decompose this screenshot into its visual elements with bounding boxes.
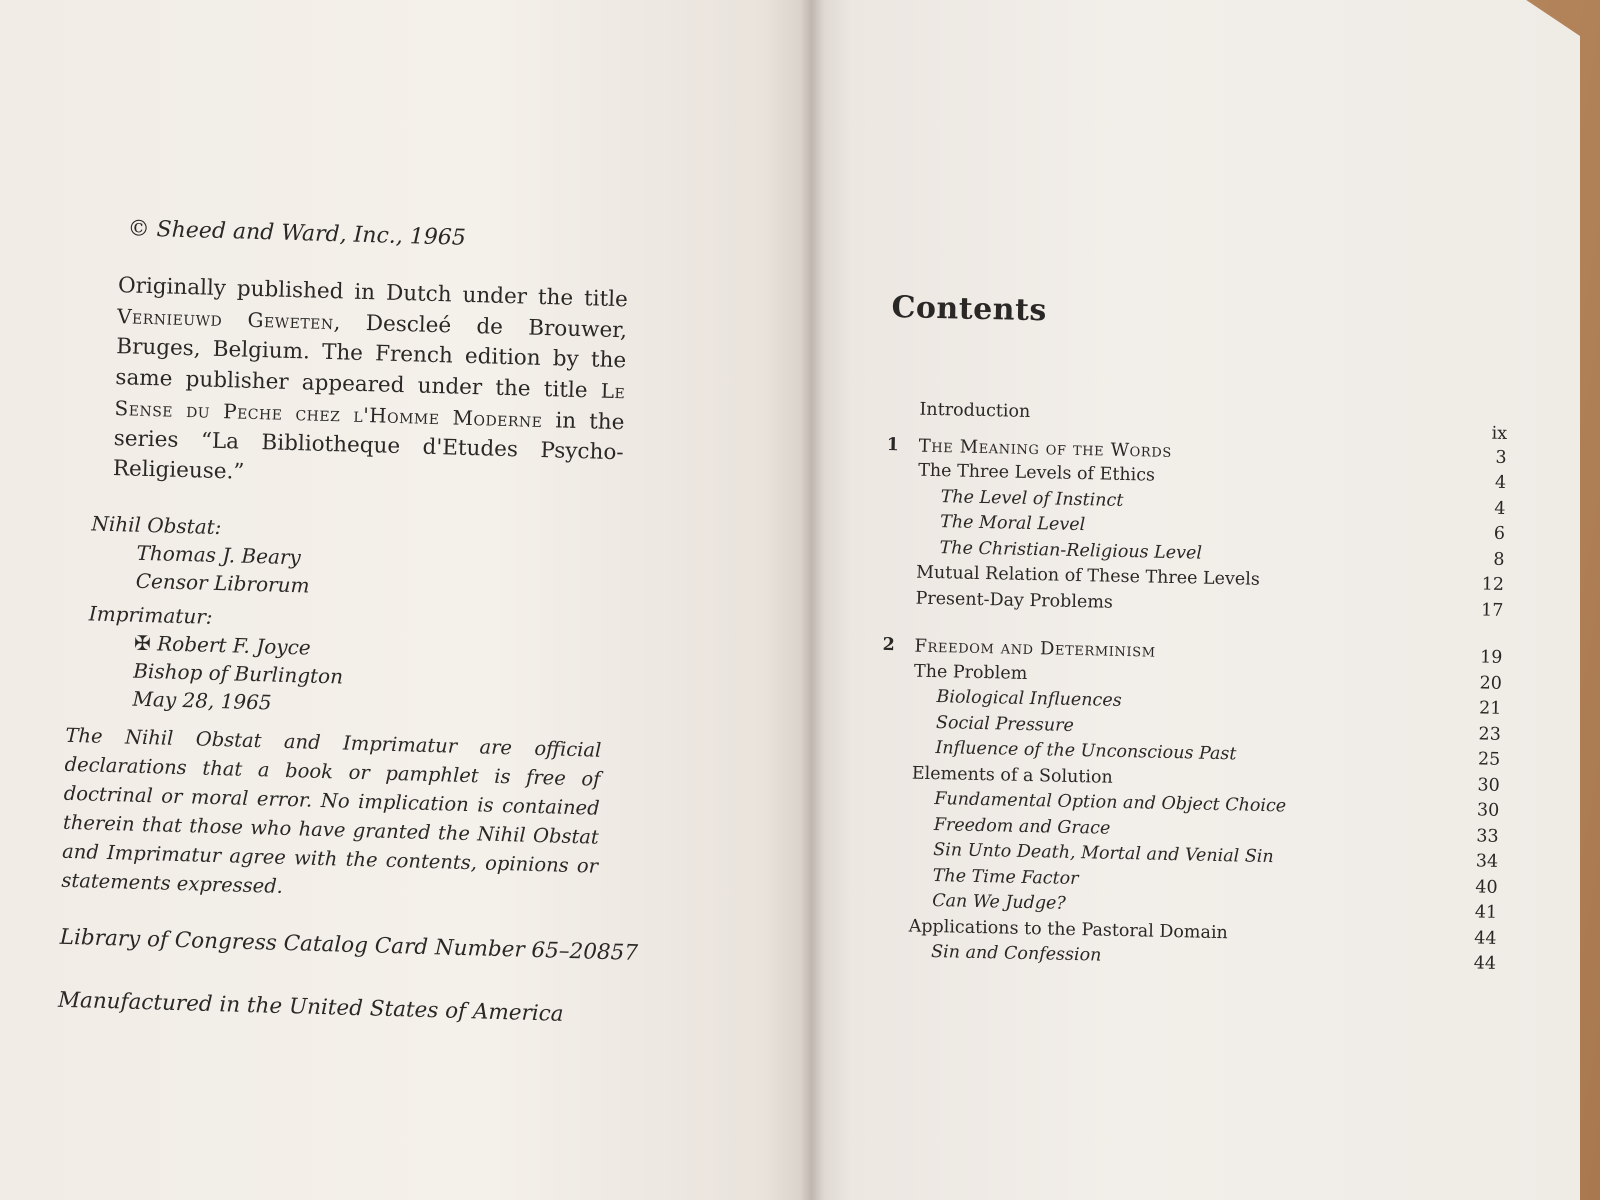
orig-pub-text-1: Originally published in Dutch under the title <box>117 273 629 313</box>
toc-title: Influence of the Unconscious Past <box>935 738 1237 765</box>
toc-page: 21 <box>1478 698 1502 719</box>
toc-title: The Level of Instinct <box>940 486 1124 511</box>
toc-page: 12 <box>1481 574 1505 595</box>
chapter-title: The Meaning of the Words <box>918 435 1173 462</box>
toc-page: 40 <box>1475 876 1498 898</box>
toc-title: Fundamental Option and Object Choice <box>934 789 1287 817</box>
toc-page: 41 <box>1474 902 1498 923</box>
toc-page: ix <box>1491 423 1508 444</box>
book-gutter <box>800 0 824 1200</box>
toc-title: Social Pressure <box>935 712 1075 736</box>
orig-pub-text-2: , Descleé de Brouwer, Bruges, Belgium. The French edition by the same publisher appeared under the title <box>115 310 628 404</box>
toc-title: The Christian-Religious Level <box>939 537 1203 564</box>
contents-page-content <box>876 290 1510 977</box>
copyright-page-content <box>58 215 640 1028</box>
toc-page: 3 <box>1495 447 1507 468</box>
imprimatur-name: Robert F. Joyce <box>156 631 312 660</box>
french-title: Le Sense du Peche chez l'Homme Moderne <box>114 378 626 432</box>
manufactured-line: Manufactured in the United States of America <box>57 987 564 1027</box>
toc-page: 8 <box>1493 549 1505 570</box>
toc-page: 20 <box>1479 672 1503 694</box>
toc-page: 19 <box>1479 647 1503 668</box>
toc-page: 34 <box>1475 851 1499 872</box>
dutch-title: Vernieuwd Geweten <box>116 304 335 335</box>
cross-icon: ✠ <box>133 630 152 656</box>
original-publication-note <box>113 271 629 498</box>
library-of-congress-number: Library of Congress Catalog Card Number 65–20857 <box>59 924 639 966</box>
orig-pub-text-3: in the series “La Bibliotheque d'Etudes Psycho-Religieuse.” <box>112 407 625 485</box>
toc-page: 4 <box>1494 472 1507 493</box>
imprimatur-label: Imprimatur: <box>88 601 213 629</box>
toc-title: Freedom and Grace <box>933 814 1111 839</box>
toc-page: 33 <box>1476 825 1499 847</box>
contents-title: Contents <box>891 290 1048 329</box>
toc-page: 25 <box>1477 749 1501 770</box>
toc-page: 23 <box>1478 723 1502 745</box>
toc-page: 4 <box>1494 498 1506 519</box>
nihil-obstat-name: Thomas J. Beary <box>136 540 302 570</box>
toc-page: 44 <box>1473 953 1497 974</box>
toc-title: Biological Influences <box>936 687 1122 711</box>
chapter-number: 2 <box>882 634 895 656</box>
toc-title: Mutual Relation of These Three Levels <box>915 562 1261 590</box>
chapter-number: 1 <box>886 434 900 455</box>
toc-title: The Three Levels of Ethics <box>918 460 1156 486</box>
toc-page: 6 <box>1493 523 1506 544</box>
declaration-paragraph: The Nihil Obstat and Imprimatur are official declarations that a book or pamphlet is free of doctrinal or moral error. No implication is contained therein that those who have granted the Nihil Obstat and Imprimatur agree with the contents, opinions or statements expressed. <box>61 723 602 898</box>
toc-title: The Moral Level <box>939 512 1086 536</box>
copyright-line: © Sheed and Ward, Inc., 1965 <box>127 216 467 251</box>
toc-title: Sin Unto Death, Mortal and Venial Sin <box>933 840 1274 868</box>
toc-page: 44 <box>1474 927 1497 949</box>
toc-row-introduction <box>887 397 1508 444</box>
toc-title: Sin and Confession <box>930 942 1102 966</box>
imprimatur-role: Bishop of Burlington <box>132 658 344 689</box>
chapter-title: Freedom and Determinism <box>914 635 1156 662</box>
toc-title: Can We Judge? <box>932 891 1066 914</box>
toc-title: Introduction <box>919 399 1031 422</box>
toc-page: 30 <box>1476 800 1500 821</box>
toc-page: 17 <box>1480 599 1504 621</box>
toc-title: Present-Day Problems <box>915 588 1114 613</box>
toc-page: 30 <box>1477 774 1500 796</box>
toc-title: Elements of a Solution <box>911 763 1113 788</box>
toc-title: The Time Factor <box>932 865 1079 889</box>
toc-title: Applications to the Pastoral Domain <box>908 916 1229 943</box>
nihil-obstat-label: Nihil Obstat: <box>91 511 222 540</box>
nihil-obstat-role: Censor Librorum <box>135 568 310 598</box>
toc-title: The Problem <box>913 661 1028 684</box>
imprimatur-date: May 28, 1965 <box>132 686 272 715</box>
